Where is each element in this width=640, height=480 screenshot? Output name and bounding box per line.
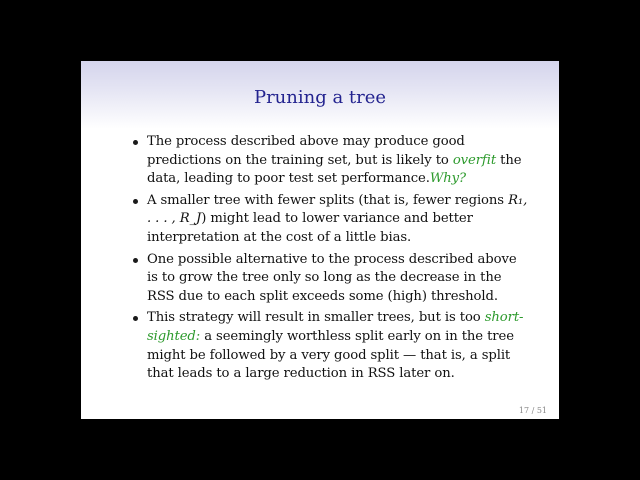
short-sighted-emphasis: short-sighted: (147, 310, 524, 344)
bullet-text: This strategy will result in smaller trees, but is too (147, 310, 485, 326)
bullet-dot (133, 140, 138, 145)
bullet-text: One possible alternative to the process described above is to grow the tree only so long as the decrease in the RSS due to each split exceeds some (high) threshold. (147, 251, 517, 304)
bullet-list (121, 133, 531, 387)
regions-math: R₁, . . . , R_J (147, 192, 528, 227)
bullet-text: a seemingly worthless split early on in the tree might be followed by a very good split — that is, a split that leads to a large reduction in RSS later on. (147, 328, 514, 382)
why-emphasis: Why? (429, 171, 466, 187)
slide (81, 61, 559, 419)
bullet-item-short-sighted (121, 309, 531, 383)
overfit-emphasis: overfit (452, 152, 497, 168)
page-number: 17 / 51 (518, 406, 547, 415)
bullet-text: The process described above may produce good predictions on the training set, but is likely to (147, 134, 465, 168)
bullet-text: the data, leading to poor test set performance. (147, 152, 522, 187)
bullet-item-alternative (121, 251, 531, 307)
bullet-text: ) might lead to lower variance and better interpretation at the cost of a little bias. (147, 211, 473, 245)
bullet-dot (133, 316, 138, 321)
bullet-dot (133, 199, 138, 204)
slide-title: Pruning a tree (253, 87, 387, 108)
bullet-text: A smaller tree with fewer splits (that is, fewer regions (147, 192, 509, 208)
bullet-item-smaller-tree (121, 192, 531, 248)
bullet-item-overfit (121, 133, 531, 189)
bullet-dot (133, 258, 138, 263)
